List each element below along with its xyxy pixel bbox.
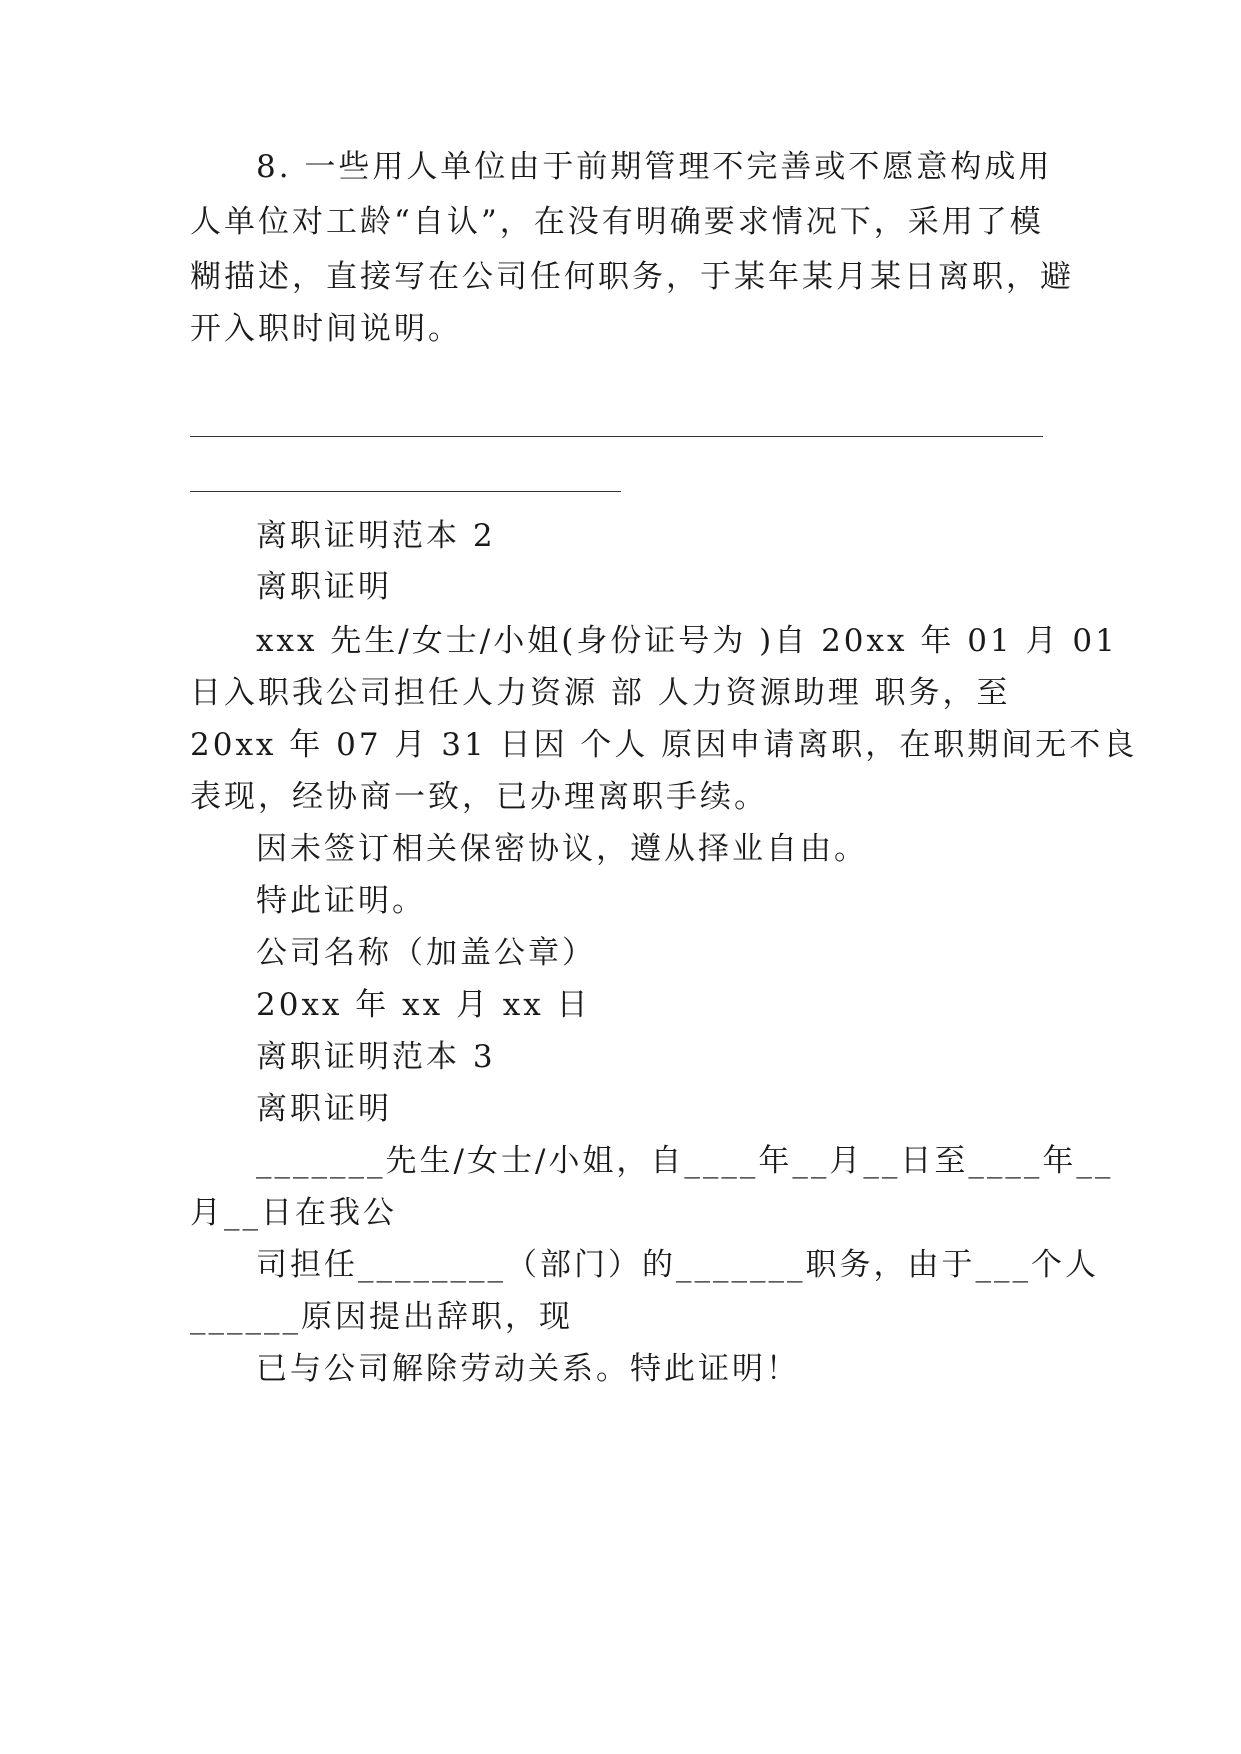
sample2-closing: 特此证明。: [256, 883, 426, 919]
section8-line-3: 糊描述，直接写在公司任何职务，于某年某月某日离职，避: [190, 259, 1074, 295]
separator-line-long: [190, 436, 1043, 437]
sample2-body-line-2: 日入职我公司担任人力资源 部 人力资源助理 职务，至: [190, 675, 1011, 711]
sample2-heading: 离职证明范本 2: [256, 518, 496, 554]
sample3-line-4: ______原因提出辞职，现: [190, 1299, 573, 1335]
sample3-line-3: 司担任________（部门）的_______职务，由于___个人: [256, 1247, 1099, 1283]
sample2-company: 公司名称（加盖公章）: [256, 935, 596, 971]
separator-line-short: [190, 491, 621, 492]
sample2-body-line-3: 20xx 年 07 月 31 日因 个人 原因申请离职，在职期间无不良: [190, 727, 1138, 763]
section8-line-2: 人单位对工龄“自认”，在没有明确要求情况下，采用了模: [190, 204, 1044, 240]
sample2-confidentiality: 因未签订相关保密协议，遵从择业自由。: [256, 831, 868, 867]
section8-line-1: 8. 一些用人单位由于前期管理不完善或不愿意构成用: [256, 149, 1053, 185]
sample3-line-1: _______先生/女士/小姐，自____年__月__日至____年__: [256, 1143, 1114, 1179]
sample2-title: 离职证明: [256, 569, 392, 605]
sample3-line-5: 已与公司解除劳动关系。特此证明！: [256, 1351, 800, 1387]
sample3-title: 离职证明: [256, 1091, 392, 1127]
sample2-body-line-1: xxx 先生/女士/小姐(身份证号为 )自 20xx 年 01 月 01: [256, 623, 1118, 659]
sample2-date: 20xx 年 xx 月 xx 日: [256, 987, 591, 1023]
sample2-body-line-4: 表现，经协商一致，已办理离职手续。: [190, 779, 768, 815]
section8-line-4: 开入职时间说明。: [190, 311, 462, 347]
sample3-line-2: 月__日在我公: [190, 1195, 397, 1231]
sample3-heading: 离职证明范本 3: [256, 1039, 496, 1075]
